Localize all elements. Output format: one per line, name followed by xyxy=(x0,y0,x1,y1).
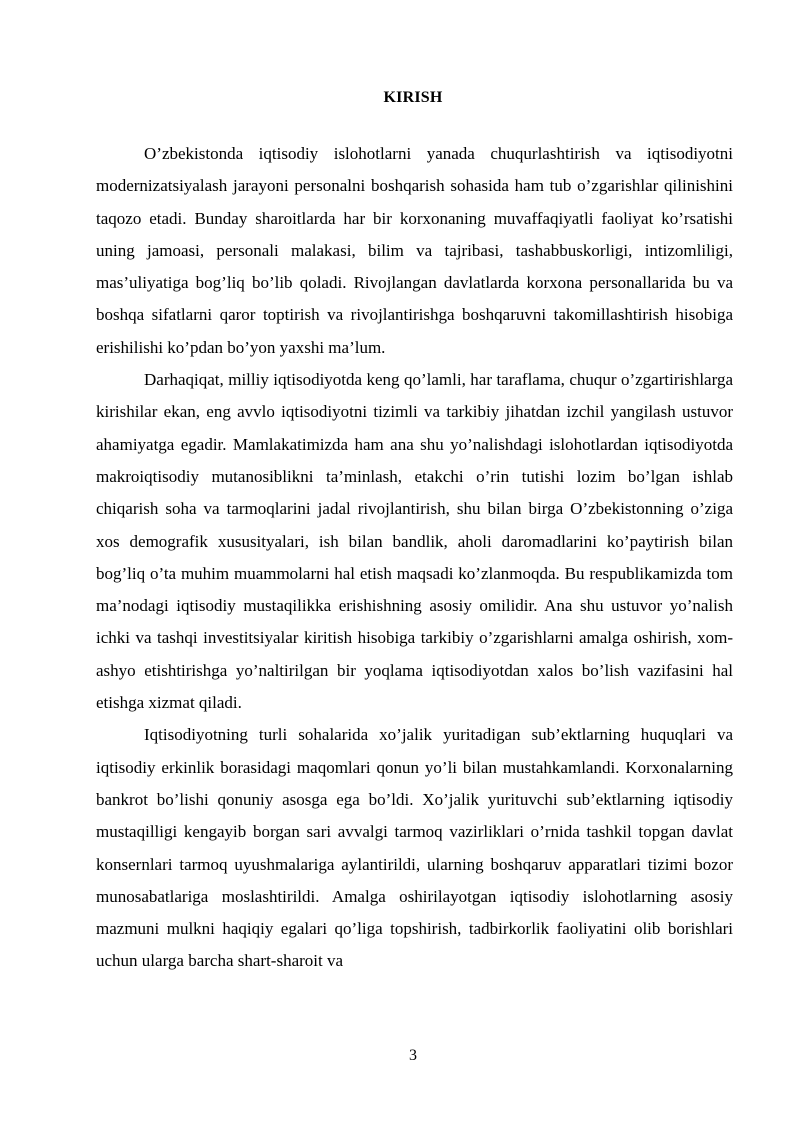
paragraph-2: Darhaqiqat, milliy iqtisodiyotda keng qo’lamli, har taraflama, chuqur o’zgartirishlarga kirishilar ekan, eng avvlo iqtisodiyotni tizimli va tarkibiy jihatdan izchil yangilash ustuvor ahamiyatga egadir. Mamlakatimizda ham ana shu yo’nalishdagi islohotlardan iqtisodiyotda makroiqtisodiy mutanosiblikni ta’minlash, etakchi o’rin tutishi lozim bo’lgan ishlab chiqarish soha va tarmoqlarini jadal rivojlantirish, shu bilan birga O’zbekistonning o’ziga xos demografik xususityalari, ish bilan bandlik, aholi daromadlarini ko’paytirish bilan bog’liq o’ta muhim muammolarni hal etish maqsadi ko’zlanmoqda. Bu respublikamizda tom ma’nodagi iqtisodiy mustaqilikka erishishning asosiy omilidir. Ana shu ustuvor yo’nalish ichki va tashqi investitsiyalar kiritish hisobiga tarkibiy o’zgarishlarni amalga oshirish, xom-ashyo etishtirishga yo’naltirilgan bir yoqlama iqtisodiyotdan xalos bo’lish vazifasini hal etishga xizmat qiladi. xyxy=(96,370,733,713)
paragraph-3: Iqtisodiyotning turli sohalarida xo’jalik yuritadigan sub’ektlarning huquqlari va iqtisodiy erkinlik borasidagi maqomlari qonun yo’li bilan mustahkamlandi. Korxonalarning bankrot bo’lishi qonuniy asosga ega bo’ldi. Xo’jalik yurituvchi sub’ektlarning iqtisodiy mustaqilligi kengayib borgan sari avvalgi tarmoq vazirliklari o’rnida tashkil topgan davlat konsernlari tarmoq uyushmalariga aylantirildi, ularning boshqaruv apparatlari tizimi bozor munosabatlariga moslashtirildi. Amalga oshirilayotgan iqtisodiy islohotlarning asosiy mazmuni mulkni haqiqiy egalari qo’liga topshirish, tadbirkorlik faoliyatini olib borishlari uchun ularga barcha shart-sharoit va xyxy=(96,725,733,971)
page-number: 3 xyxy=(409,1047,417,1064)
body-text xyxy=(96,138,733,978)
section-heading: KIRISH xyxy=(383,89,443,106)
paragraph-1: O’zbekistonda iqtisodiy islohotlarni yanada chuqurlashtirish va iqtisodiyotni modernizatsiyalash jarayoni personalni boshqarish sohasida ham tub o’zgarishlar qilinishini taqozo etadi. Bunday sharoitlarda har bir korxonaning muvaffaqiyatli faoliyat ko’rsatishi uning jamoasi, personali malakasi, bilim va tajribasi, tashabbuskorligi, intizomliligi, mas’uliyatiga bog’liq bo’lib qoladi. Rivojlangan davlatlarda korxona personallarida bu va boshqa sifatlarni qaror toptirish va rivojlantirishga boshqaruvni takomillashtirish hisobiga erishilishi ko’pdan bo’yon yaxshi ma’lum. xyxy=(96,144,733,357)
